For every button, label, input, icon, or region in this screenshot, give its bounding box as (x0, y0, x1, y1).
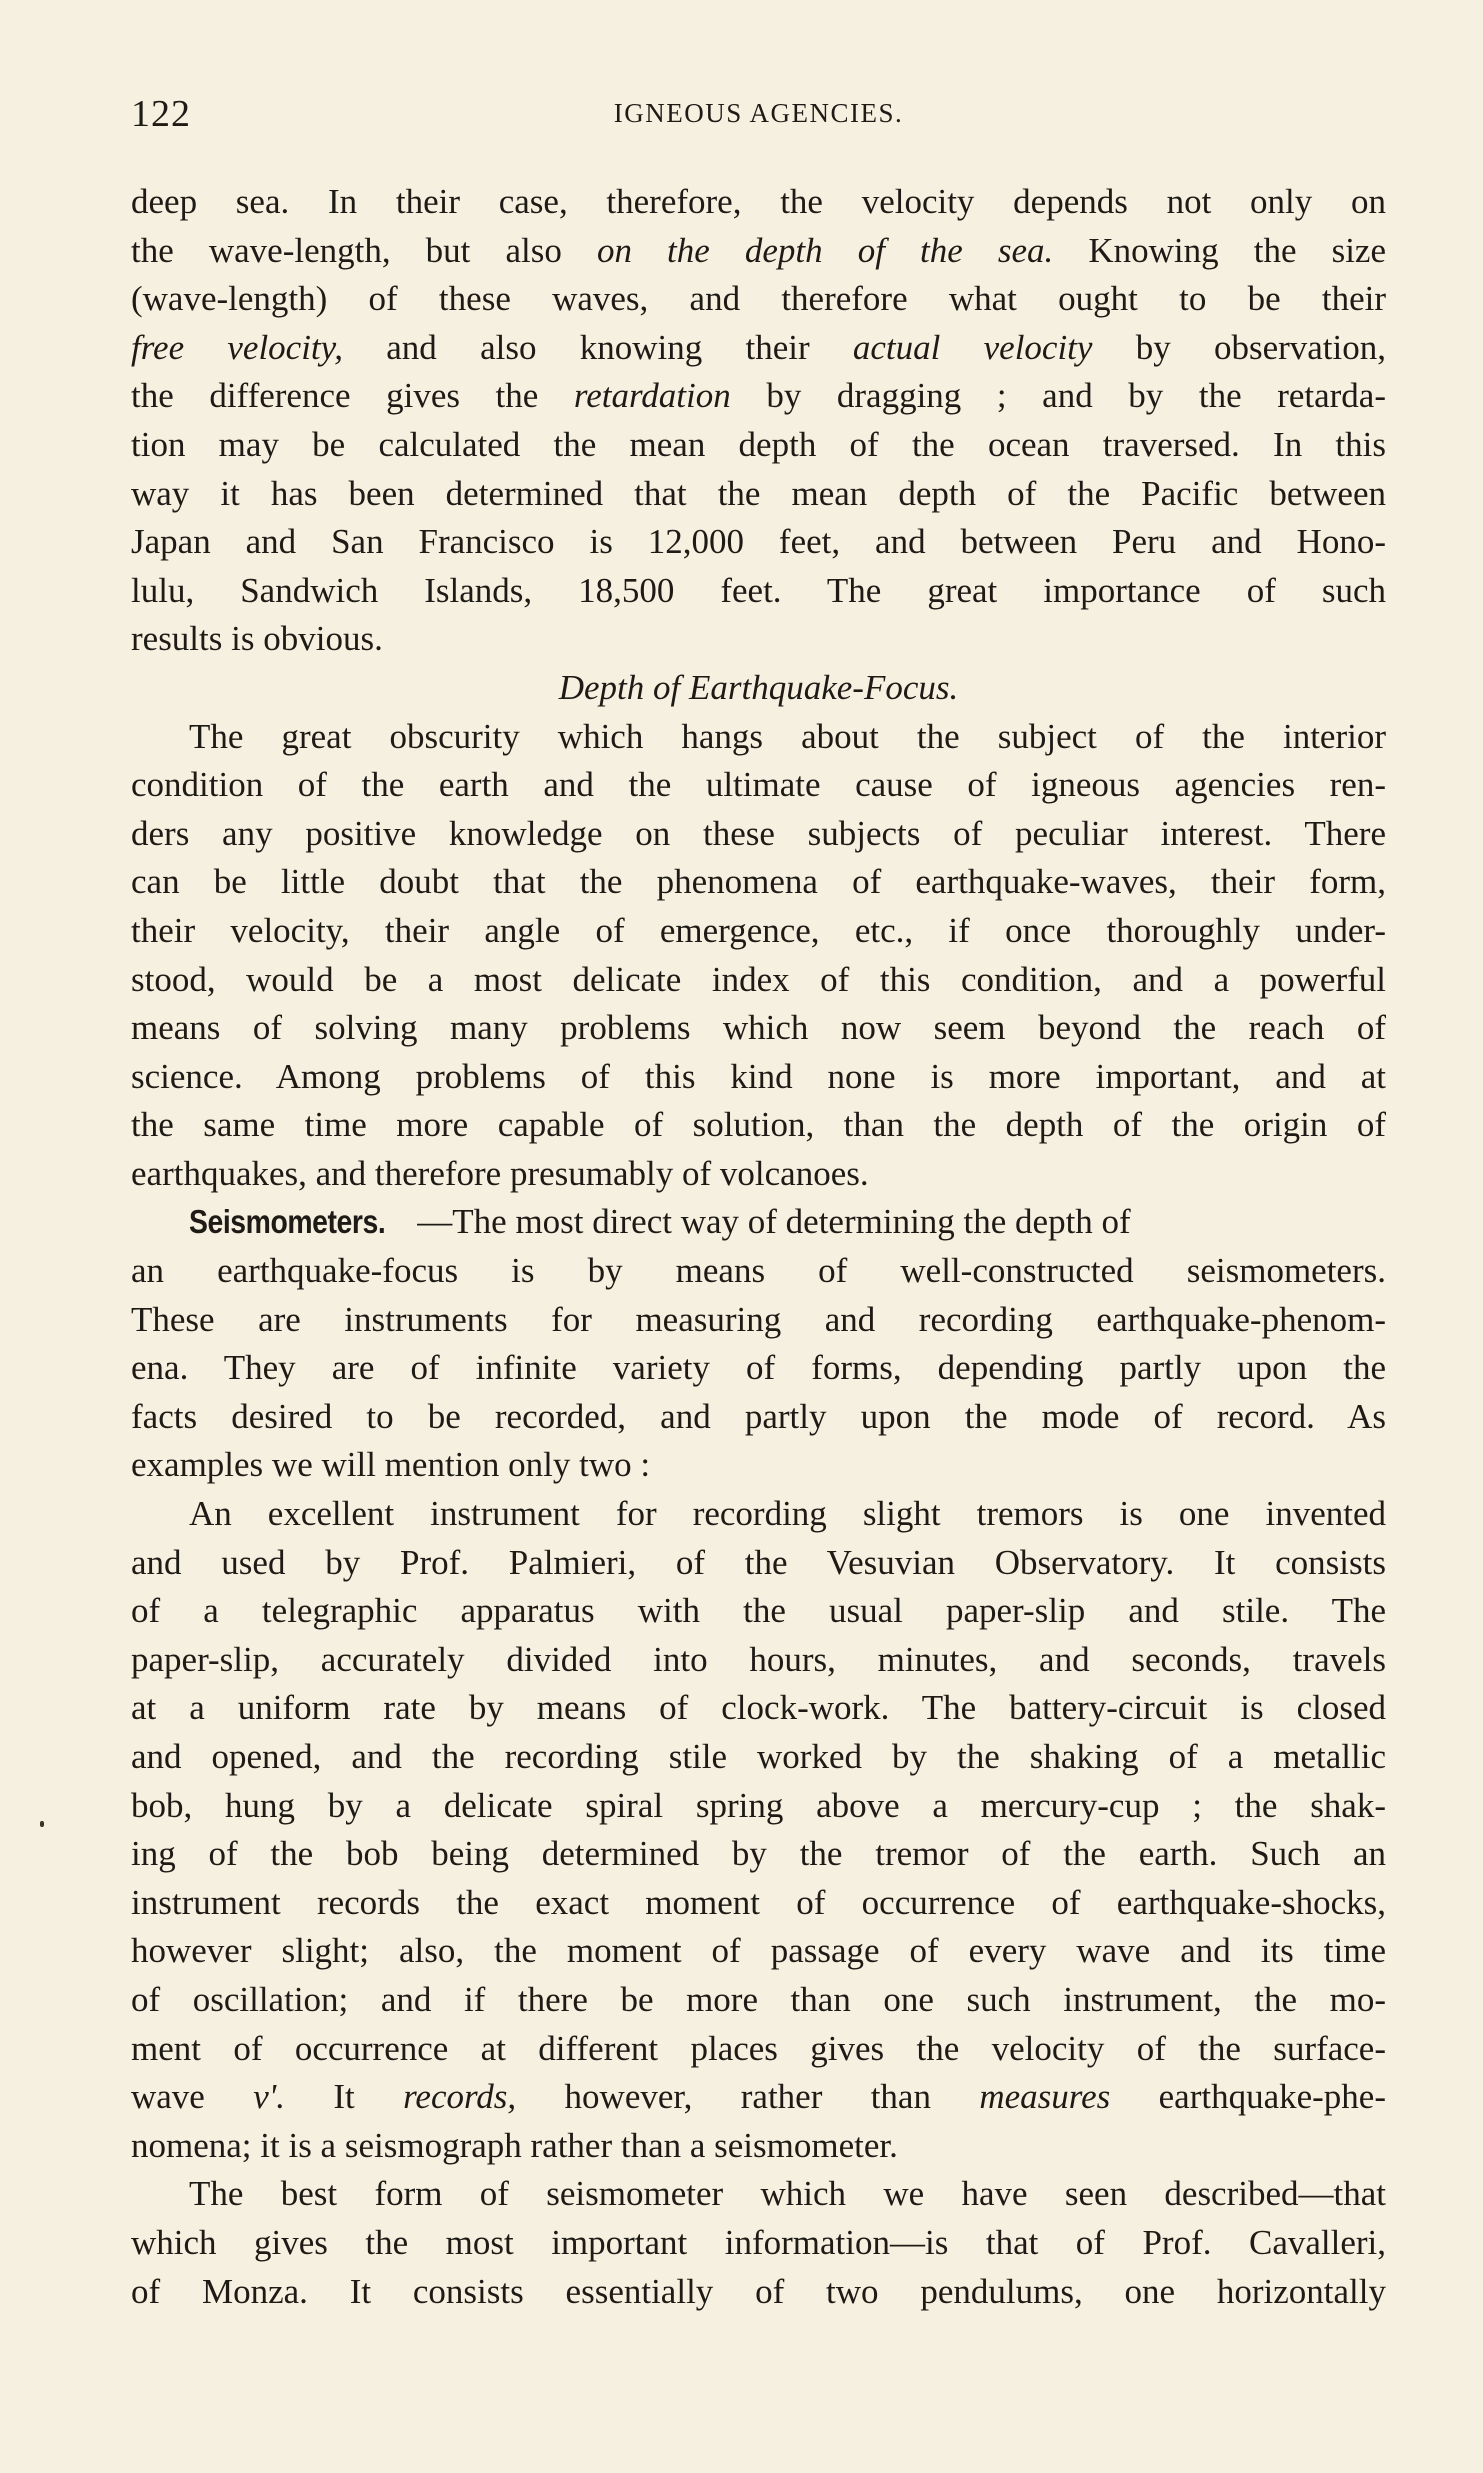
section-heading: Depth of Earthquake-Focus. (558, 667, 959, 707)
text-line: and opened, and the recording stile worked by the shaking of a metallic (131, 1737, 1386, 1776)
text-line: means of solving many problems which now seem beyond the reach of (131, 1008, 1386, 1048)
text-line: can be little doubt that the phenomena of earthquake-waves, their form, (131, 862, 1386, 902)
text-line: earthquakes, and therefore presumably of volcanoes. (131, 1153, 869, 1193)
text-line: however slight; also, the moment of passage of every wave and its time (131, 1931, 1386, 1971)
text-line: ders any positive knowledge on these subjects of peculiar interest. There (131, 813, 1386, 853)
running-head (131, 92, 1386, 142)
text-line: way it has been determined that the mean depth of the Pacific between (131, 473, 1386, 513)
text-line: instrument records the exact moment of occurrence of earthquake-shocks, (131, 1882, 1386, 1922)
text-line: The great obscurity which hangs about the subject of the interior (189, 716, 1386, 756)
text-line: their velocity, their angle of emergence, etc., if once thoroughly under- (131, 910, 1386, 950)
text-line: facts desired to be recorded, and partly upon the mode of record. As (131, 1396, 1386, 1436)
text-line: ment of occurrence at different places gives the velocity of the surface- (131, 2028, 1386, 2068)
text-line: ing of the bob being determined by the tremor of the earth. Such an (131, 1834, 1386, 1874)
text-line: ena. They are of infinite variety of forms, depending partly upon the (131, 1348, 1386, 1388)
margin-mark (40, 1821, 44, 1827)
text-line: science. Among problems of this kind none is more important, and at (131, 1056, 1386, 1096)
text-line: of a telegraphic apparatus with the usual paper-slip and stile. The (131, 1591, 1386, 1631)
text-line: lulu, Sandwich Islands, 18,500 feet. The great importance of such (131, 570, 1386, 610)
text-line: examples we will mention only two : (131, 1445, 651, 1485)
text-line: free velocity, and also knowing their actual velocity by observation, (131, 327, 1386, 367)
side-heading: Seismometers. (189, 1203, 386, 1241)
text-line: wave v'. It records, however, rather than measures earthquake-phe- (131, 2077, 1386, 2117)
running-title: IGNEOUS AGENCIES. (613, 98, 904, 128)
text-line: Japan and San Francisco is 12,000 feet, and between Peru and Hono- (131, 522, 1386, 562)
text-line: tion may be calculated the mean depth of the ocean traversed. In this (131, 424, 1386, 464)
text-line: the wave-length, but also on the depth of the sea. Knowing the size (131, 230, 1386, 270)
text-line: These are instruments for measuring and recording earthquake-phenom- (131, 1299, 1386, 1339)
text-line: of oscillation; and if there be more than one such instrument, the mo- (131, 1979, 1386, 2019)
text-line: at a uniform rate by means of clock-work. The battery-circuit is closed (131, 1688, 1386, 1728)
text-line: the difference gives the retardation by dragging ; and by the retarda- (131, 376, 1386, 416)
page-number: 122 (131, 93, 191, 135)
text-line: (wave-length) of these waves, and therefore what ought to be their (131, 279, 1386, 319)
text-line: the same time more capable of solution, than the depth of the origin of (131, 1105, 1386, 1145)
text-line: of Monza. It consists essentially of two pendulums, one horizontally (131, 2271, 1386, 2311)
text-line: Seismometers. —The most direct way of determining the depth of (131, 1198, 1386, 1247)
text-line: deep sea. In their case, therefore, the velocity depends not only on (131, 182, 1386, 221)
text-line: The best form of seismometer which we have seen described—that (189, 2174, 1386, 2214)
text-line: paper-slip, accurately divided into hours, minutes, and seconds, travels (131, 1639, 1386, 1679)
text-line: stood, would be a most delicate index of this condition, and a powerful (131, 959, 1386, 999)
body-text (131, 178, 1386, 2316)
text-line: which gives the most important information—is that of Prof. Cavalleri, (131, 2222, 1386, 2262)
text-line: and used by Prof. Palmieri, of the Vesuvian Observatory. It consists (131, 1542, 1386, 1582)
text-line: results is obvious. (131, 619, 383, 659)
text-line: condition of the earth and the ultimate cause of igneous agencies ren- (131, 765, 1386, 805)
text-line: nomena; it is a seismograph rather than a seismometer. (131, 2125, 898, 2165)
text-line: bob, hung by a delicate spiral spring above a mercury-cup ; the shak- (131, 1785, 1386, 1825)
text-line: an earthquake-focus is by means of well-constructed seismometers. (131, 1251, 1386, 1291)
text-line: An excellent instrument for recording slight tremors is one invented (189, 1494, 1386, 1534)
